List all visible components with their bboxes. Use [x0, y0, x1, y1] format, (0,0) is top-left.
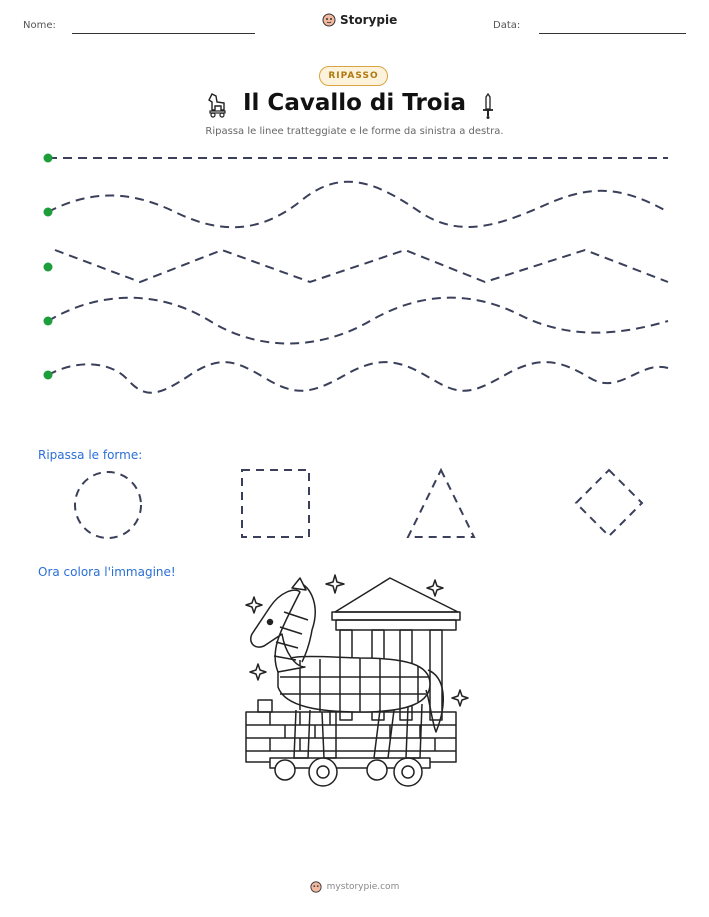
- tracing-square: [242, 470, 309, 537]
- coloring-section-label: Ora colora l'immagine!: [38, 565, 176, 579]
- tracing-triangle: [408, 470, 474, 537]
- start-dot: [44, 208, 53, 217]
- tracing-line-wave-1: [48, 182, 668, 228]
- tracing-diamond: [576, 470, 642, 536]
- footer: [0, 881, 709, 893]
- review-badge: RIPASSO: [319, 66, 388, 86]
- start-dot: [44, 154, 53, 163]
- start-dot: [44, 371, 53, 380]
- name-label: Nome:: [23, 20, 56, 31]
- storypie-logo-icon: [310, 881, 322, 893]
- footer-url[interactable]: mystorypie.com: [326, 882, 400, 892]
- page-title: Il Cavallo di Troia: [242, 90, 466, 116]
- tracing-lines: [0, 0, 709, 420]
- tracing-shapes: [0, 460, 709, 550]
- tracing-line-wave-2: [48, 298, 668, 344]
- tracing-circle: [75, 472, 141, 538]
- trojan-horse-coloring-illustration: [240, 572, 470, 794]
- brand-name: Storypie: [340, 13, 398, 27]
- shapes-section-label: Ripassa le forme:: [38, 448, 143, 462]
- start-dot: [44, 263, 53, 272]
- start-dot: [44, 317, 53, 326]
- tracing-line-zigzag: [55, 250, 668, 282]
- instructions: Ripassa le linee tratteggiate e le forme da sinistra a destra.: [205, 126, 504, 137]
- tracing-line-wave-3: [48, 362, 668, 393]
- date-label: Data:: [493, 20, 521, 31]
